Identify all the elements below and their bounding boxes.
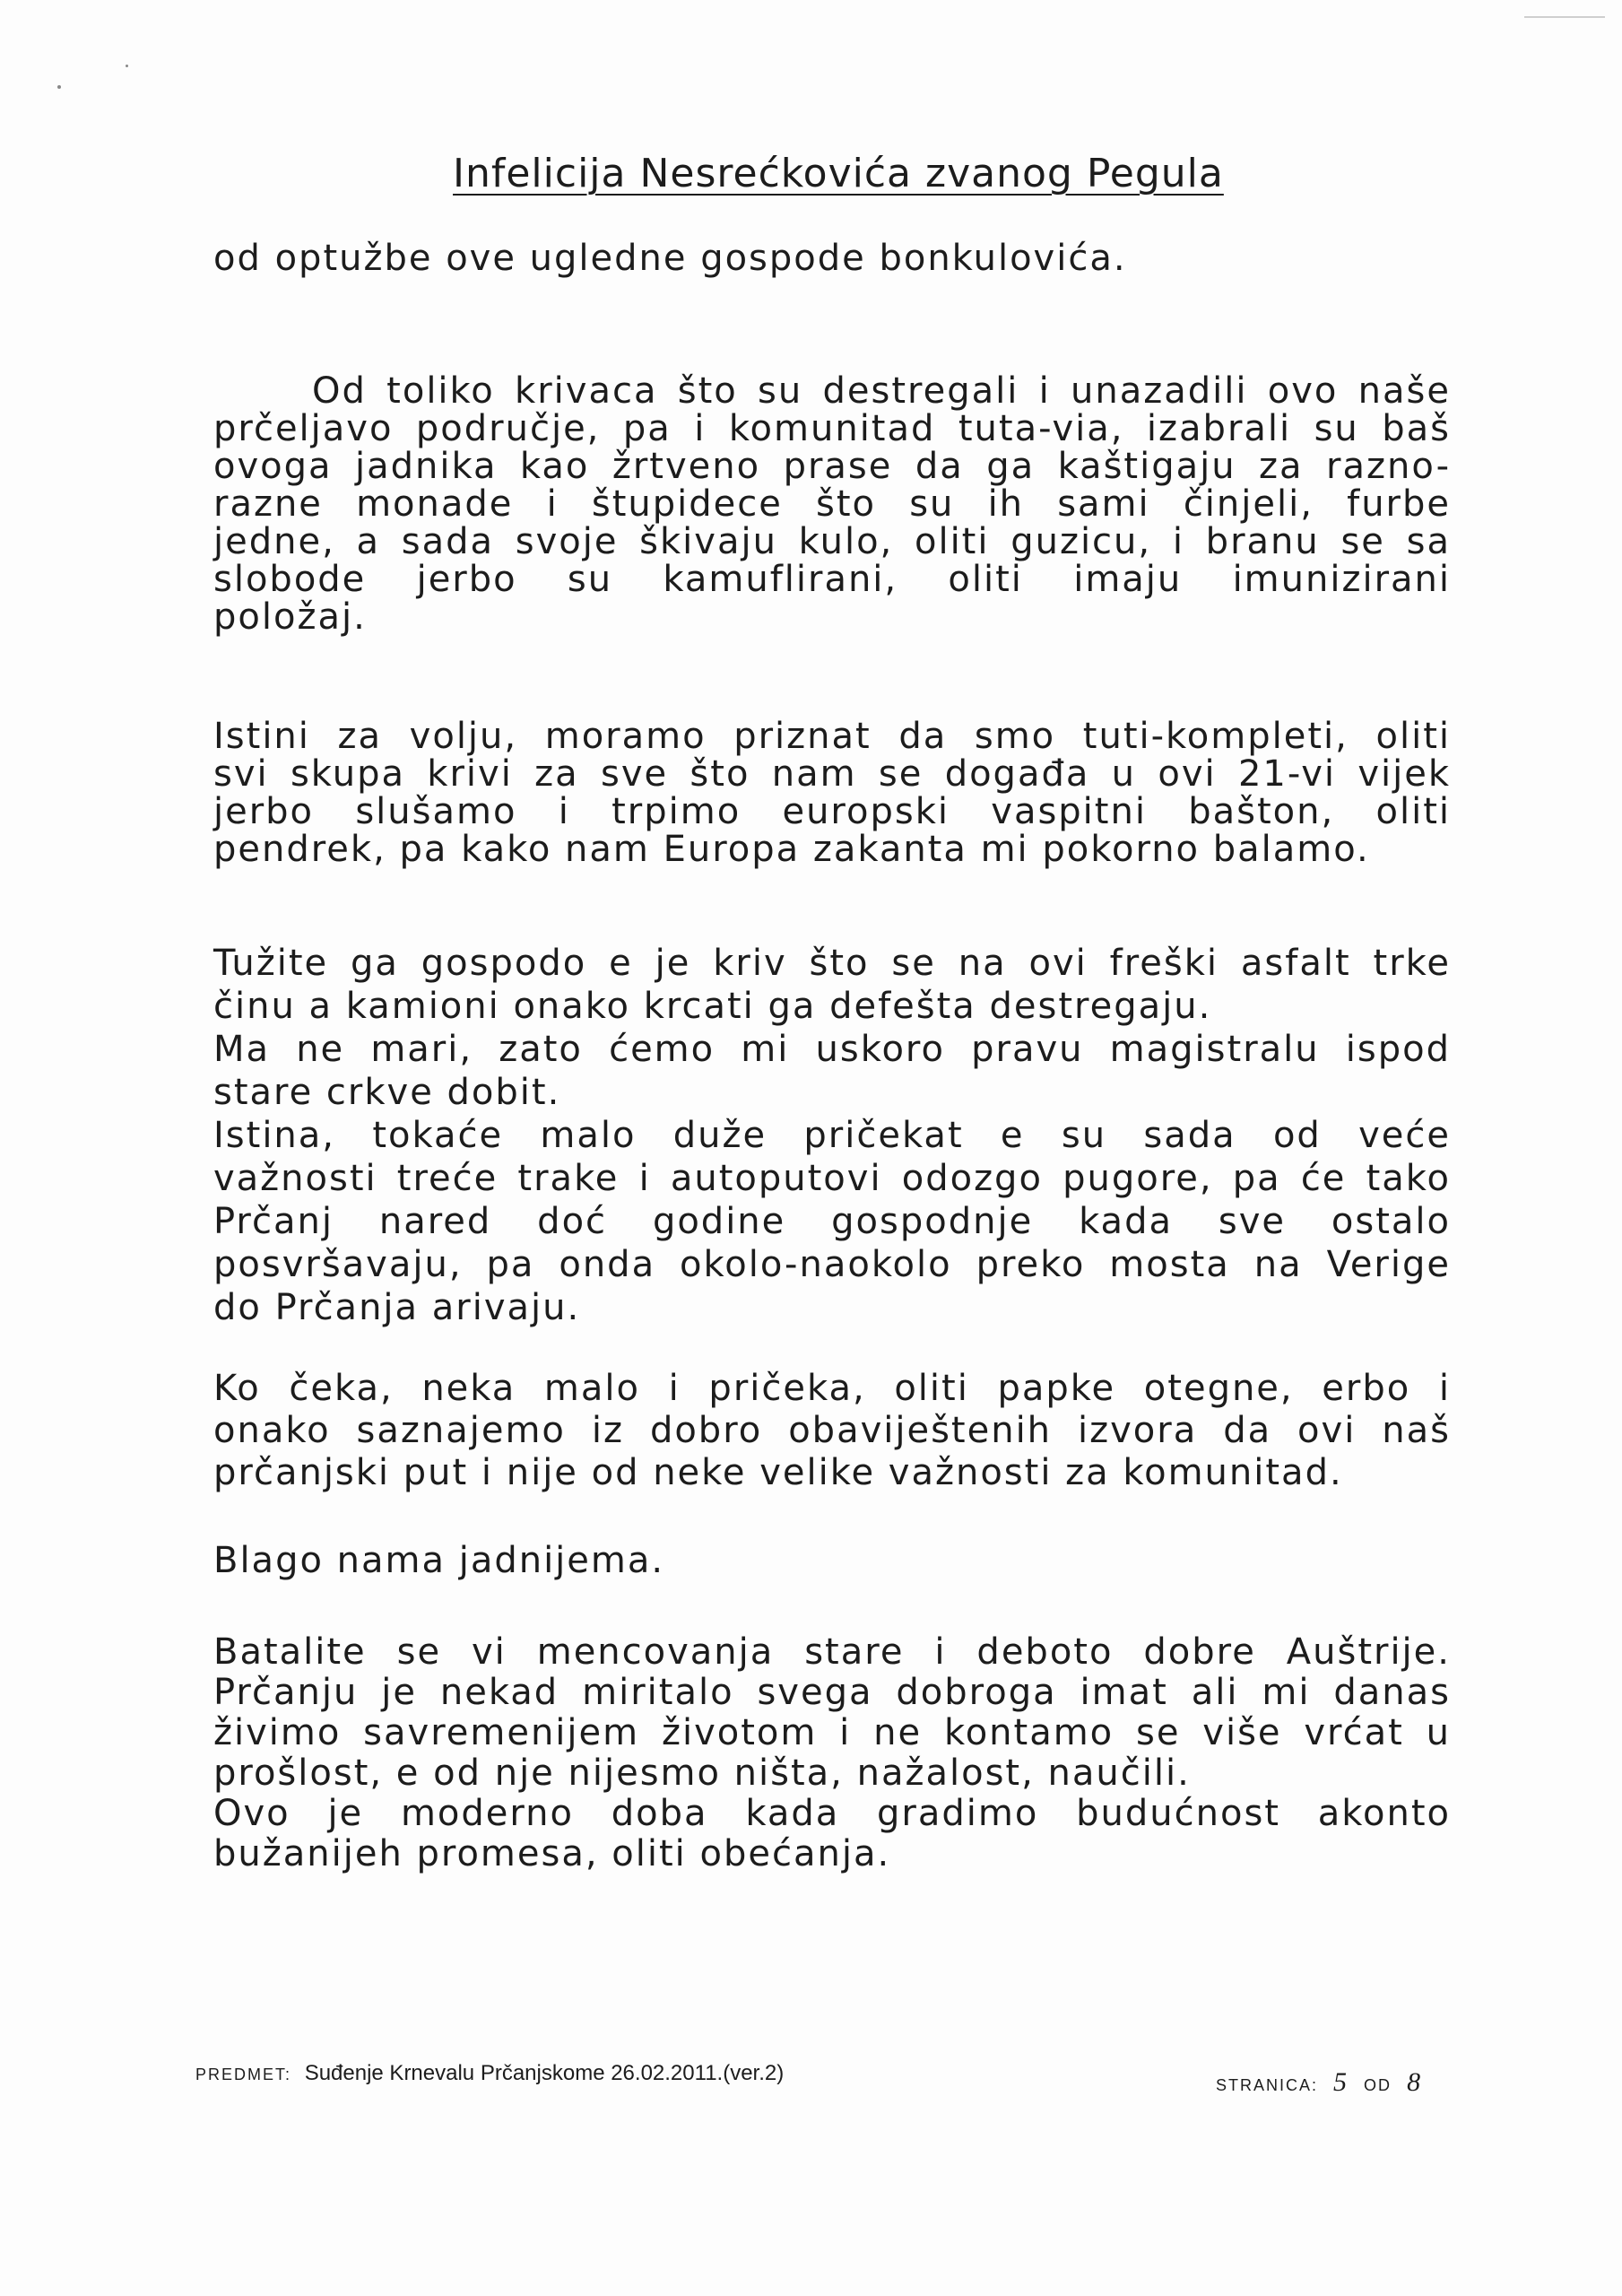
footer-page-total: 8	[1407, 2067, 1423, 2097]
text-line: Ovo je moderno doba kada gradimo budućnost akonto	[213, 1793, 1451, 1834]
text-line: činu a kamioni onako krcati ga defešta destregaju.	[213, 986, 1212, 1027]
footer-subject	[195, 2061, 784, 2086]
text-line: jerbo slušamo i trpimo europski vaspitni bašton, oliti	[213, 791, 1451, 832]
text-line: Prčanj nared doć godine gospodnje kada sve ostalo	[213, 1201, 1451, 1242]
footer-page-number	[1216, 2067, 1431, 2098]
paragraph-1	[213, 372, 1451, 636]
text-line: Batalite se vi mencovanja stare i deboto dobre Auštrije.	[213, 1631, 1451, 1673]
footer-page-current: 5	[1333, 2067, 1349, 2097]
text-line: Ma ne mari, zato ćemo mi uskoro pravu magistralu ispod	[213, 1029, 1451, 1070]
document-title: Infelicija Nesrećkovića zvanog Pegula	[453, 151, 1224, 196]
paragraph-4	[213, 1368, 1451, 1494]
text-line: važnosti treće trake i autoputovi odozgo pugore, pa će tako	[213, 1158, 1451, 1199]
text-line: slobode jerbo su kamuflirani, oliti imaju imunizirani	[213, 559, 1451, 600]
paragraph-0	[213, 238, 1451, 279]
text-line: do Prčanja arivaju.	[213, 1287, 581, 1328]
footer-page-label: STRANICA:	[1216, 2076, 1319, 2094]
text-line: Tužite ga gospodo e je kriv što se na ovi freški asfalt trke	[213, 943, 1451, 984]
text-line: prošlost, e od nje nijesmo ništa, nažalost, naučili.	[213, 1752, 1191, 1794]
text-line: Od toliko krivaca što su destregali i unazadili ovo naše	[312, 370, 1451, 412]
paragraph-2	[213, 718, 1451, 868]
text-line: Blago nama jadnijema.	[213, 1540, 665, 1581]
text-line: jedne, a sada svoje škivaju kulo, oliti guzicu, i branu se sa	[213, 521, 1451, 562]
text-line: položaj.	[213, 596, 367, 638]
scan-speck	[126, 65, 128, 67]
footer-page-of: OD	[1364, 2076, 1392, 2094]
text-line: razne monade i štupidece što su ih sami činjeli, furbe	[213, 483, 1451, 525]
scan-artifact	[1524, 16, 1605, 18]
text-line: živimo savremenijem životom i ne kontamo se više vrćat u	[213, 1712, 1451, 1753]
paragraph-5	[213, 1540, 1451, 1581]
text-line: Prčanju je nekad miritalo svega dobroga imat ali mi danas	[213, 1672, 1451, 1713]
text-line: posvršavaju, pa onda okolo-naokolo preko mosta na Verige	[213, 1244, 1451, 1285]
text-line: svi skupa krivi za sve što nam se događa u ovi 21-vi vijek	[213, 753, 1451, 795]
text-line: onako saznajemo iz dobro obaviještenih izvora da ovi naš	[213, 1410, 1451, 1451]
text-line: Istini za volju, moramo priznat da smo tuti-kompleti, oliti	[213, 716, 1451, 757]
text-line: prčanjski put i nije od neke velike važnosti za komunitad.	[213, 1452, 1343, 1493]
text-line: bužanijeh promesa, oliti obećanja.	[213, 1833, 891, 1874]
paragraph-6	[213, 1632, 1451, 1874]
text-line: ovoga jadnika kao žrtveno prase da ga kaštigaju za razno-	[213, 446, 1451, 487]
paragraph-3	[213, 942, 1451, 1329]
text-line: prčeljavo područje, pa i komunitad tuta-via, izabrali su baš	[213, 408, 1451, 449]
scan-speck	[57, 85, 61, 89]
footer-subject-label: PREDMET:	[195, 2066, 292, 2083]
text-line: pendrek, pa kako nam Europa zakanta mi pokorno balamo.	[213, 829, 1370, 870]
text-line: Ko čeka, neka malo i pričeka, oliti papke otegne, erbo i	[213, 1368, 1451, 1409]
text-line: stare crkve dobit.	[213, 1072, 561, 1113]
footer-subject-value: Suđenje Krnevalu Prčanjskome 26.02.2011.(ver.2)	[304, 2061, 785, 2085]
text-line: Istina, tokaće malo duže pričekat e su sada od veće	[213, 1115, 1451, 1156]
text-line: od optužbe ove ugledne gospode bonkulovića.	[213, 238, 1127, 279]
